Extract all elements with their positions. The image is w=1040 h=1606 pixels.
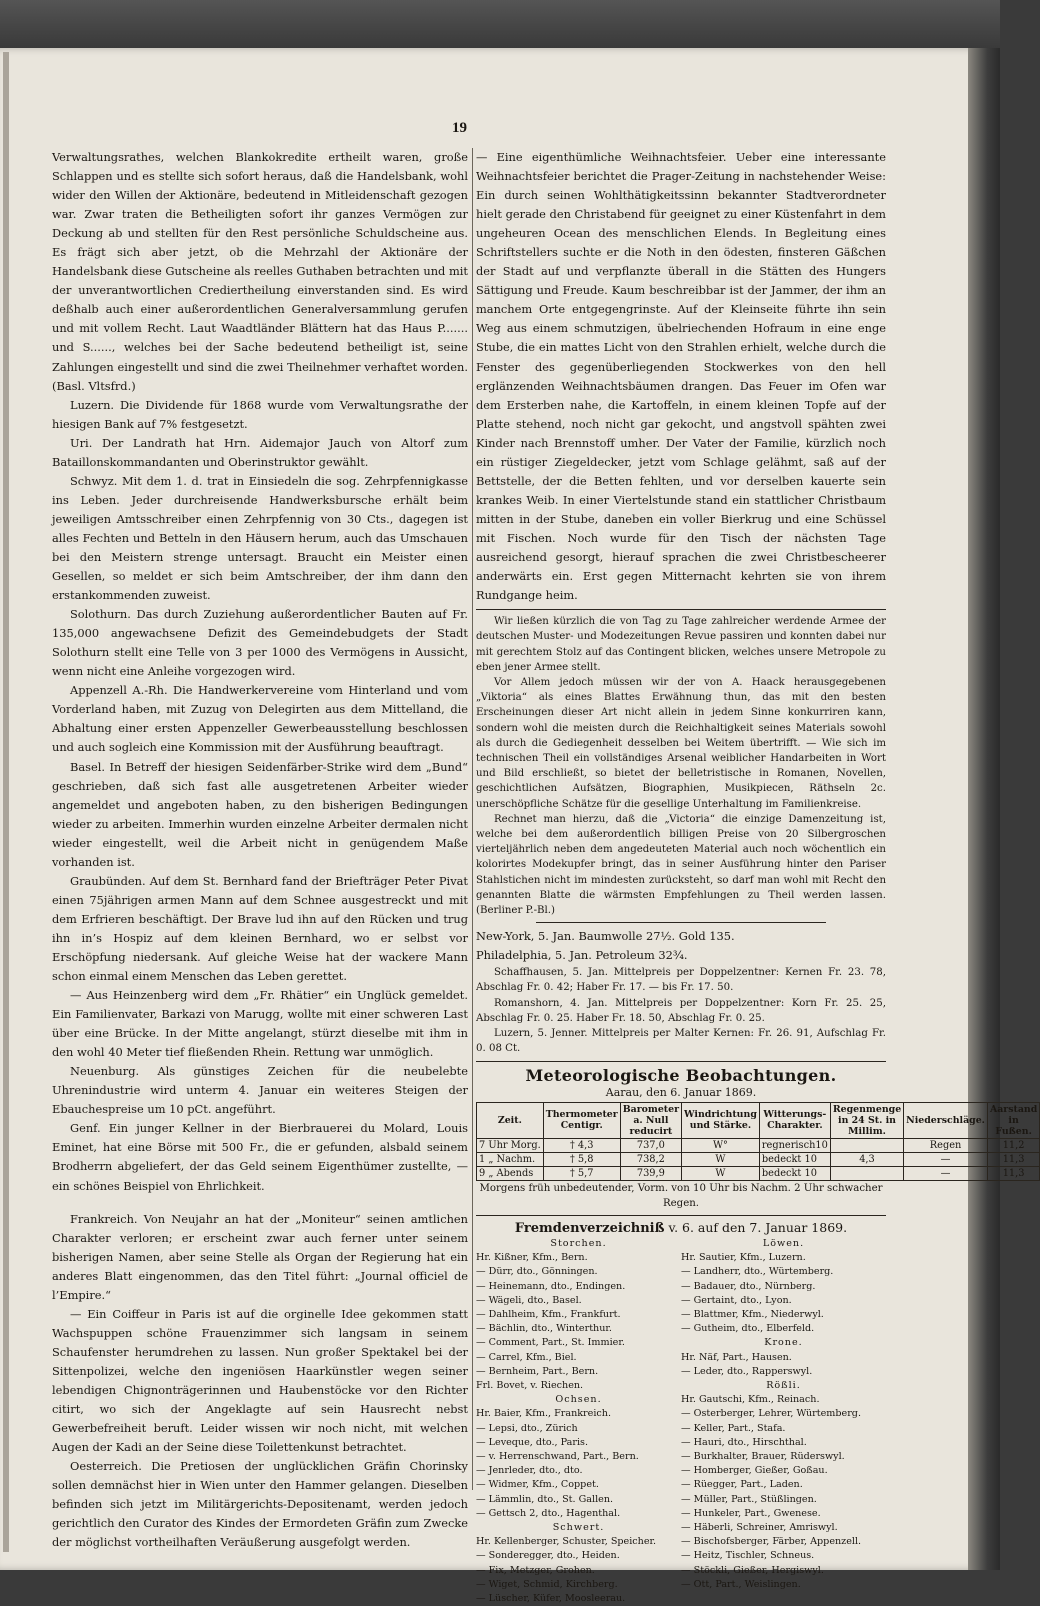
meteo-cell: bedeckt 10 [759,1166,830,1180]
news-item: Graubünden. Auf dem St. Bernhard fand der Briefträger Peter Pivat einen 75jährigen armen Mann auf dem Schnee ausgestreckt und mit dem Erfrieren beschäftigt. Der Brave lud ihn auf den Rücken und trug ihn in’s Hospiz auf dem kleinen Bernhard, wo er selbst vor Erschöpfung niedersank. Auf gleiche Weise hat der wackere Mann schon einmal einem Menschen das Leben gerettet. [52,873,468,984]
market-philadelphia: Philadelphia, 5. Jan. Petroleum 32¾. [476,948,688,963]
guest-entry: — Hunkeler, Part., Gwenese. [681,1507,821,1519]
meteo-note: Morgens früh unbedeutender, Vorm. von 10 Uhr bis Nachm. 2 Uhr schwacher Regen. [479,1182,883,1209]
meteo-cell [830,1166,903,1180]
news-item: Appenzell A.-Rh. Die Handwerkervereine vom Hinterland und vom Vorderland haben, mit Zuzug von Delegirten aus dem Mittelland, die Abhaltung einer ersten Appenzeller Gewerbeausstellung beschlossen und auch sogleich eine Kommission mit der Ausführung beauftragt. [52,683,468,755]
guest-entry: — Bischofsberger, Färber, Appenzell. [681,1536,862,1548]
guest-entry: — Keller, Part., Stafa. [681,1422,786,1434]
guest-entry: — Comment, Part., St. Immier. [476,1337,625,1349]
guest-entry: — Lüscher, Küfer, Moosleerau. [476,1592,626,1604]
hotel-name: Löwen. [762,1237,805,1249]
guest-entry: — Bächlin, dto., Winterthur. [476,1323,612,1335]
guest-entry: — Leder, dto., Rapperswyl. [681,1365,813,1377]
scan-right-edge [968,48,1000,1570]
guest-entry: — Ott, Part., Weislingen. [681,1578,801,1590]
meteo-row [477,1166,1040,1180]
guest-entry: — Lämmlin, dto., St. Gallen. [476,1493,614,1505]
meteo-cell: — [904,1166,988,1180]
meteo-header: Thermometer Centigr. [543,1102,620,1138]
meteo-cell: 11,2 [987,1138,1039,1152]
meteo-header: Windrichtung und Stärke. [682,1102,760,1138]
market-reports [476,927,886,1056]
guest-entry: — Fix, Metzger, Grohen. [476,1564,595,1576]
meteo-cell: W [682,1166,760,1180]
hotel-name: Rößli. [766,1379,801,1391]
guest-entry: — Bernheim, Part., Bern. [476,1365,599,1377]
christmas-story: — Eine eigenthümliche Weihnachtsfeier. Ueber eine interessante Weihnachtsfeier berichtet die Prager-Zeitung in nachstehender Weise: Ein durch seinen Wohlthätigkeitssinn bekannter Stadtverordneter hielt gerade den Christabend für geeignet zu einer Küstenfahrt in dem ungeheuren Ocean des menschlichen Elends. In Begleitung eines Schriftstellers suchte er die Noth in den ödesten, finsteren Gäßchen der Stadt auf und verpflanzte überall in die Stätten des Hungers Sättigung und Freude. Kaum beschreibbar ist der Jammer, der ihm an manchem Orte entgegengrinste. Auf der Kleinseite führte ihn sein Weg aus einem schmutzigen, übelriechenden Hofraum in eine enge Stube, die ein mattes Licht von den Strahlen erhielt, welche durch die Fenster des gegenüberliegenden Stockwerkes von den hell erglänzenden Weihnachtsbäumen drangen. Das Feuer im Ofen war dem Ersterben nahe, die Kartoffeln, in einem kleinen Topfe auf der Platte stehend, noch nicht gar gekocht, und angstvoll spähten zwei Kinder nach Brennstoff umher. Der Vater der Familie, kürzlich noch ein rüstiger Ziegeldecker, jetzt vom Schlage gelähmt, saß auf der Bettstelle, der die Betten fehlten, und vor derselben kauerte sein krankes Weib. In einer Viertelstunde stand ein stattlicher Christbaum mitten in der Stube, daneben ein voller Bierkrug und eine Schüssel mit Fischen. Noch wurde für den Tisch der nächsten Tage ausreichend gesorgt, hierauf sprachen die zwei Christbescheerer anderwärts ein. Erst gegen Mitternacht kehrten sie von ihrem Rundgange heim. [476,150,886,603]
register-title-date: v. 6. auf den 7. Januar 1869. [668,1219,848,1235]
meteo-cell: 7 Uhr Morg. [477,1138,544,1152]
register-right-column [681,1237,886,1606]
guest-entry: — Leveque, dto., Paris. [476,1436,589,1448]
news-item: Luzern. Die Dividende für 1868 wurde vom Verwaltungsrathe der hiesigen Bank auf 7% festgesetzt. [52,397,468,431]
left-column [52,148,468,1552]
market-schaffhausen: Schaffhausen, 5. Jan. Mittelpreis per Doppelzentner: Kernen Fr. 23. 78, Abschlag Fr. 0. 42; Haber Fr. 17. — bis Fr. 17. 50. [476,967,886,994]
advert-divider [536,922,826,923]
register-grid [476,1237,886,1606]
advert-paragraph: Rechnet man hierzu, daß die „Victoria“ die einzige Damenzeitung ist, welche bei dem außerordentlich billigen Preise von 20 Silbergroschen vierteljährlich neben dem angedeuteten Material auch noch wöchentlich ein kolorirtes Modekupfer bringt, das in seiner Ausführung hinter den Pariser Stahlstichen nicht im mindesten zurücksteht, so darf man wohl mit Recht den genannten Blatte die wärmsten Empfehlungen zu Theil werden lassen. (Berliner P.-Bl.) [476,813,886,916]
guest-entry: — Wägeli, dto., Basel. [476,1294,582,1306]
meteo-row [477,1138,1040,1152]
guest-entry: — Rüegger, Part., Laden. [681,1479,803,1491]
news-item: Frankreich. Von Neujahr an hat der „Moniteur“ seinen amtlichen Charakter verloren; er erscheint zwar auch ferner unter seinem bisherigen Namen, aber seine Stelle als Organ der Regierung hat ein anderes Blatt eingenommen, das den Titel führt: „Journal officiel de l’Empire.“ [52,1211,468,1302]
news-item: Basel. In Betreff der hiesigen Seidenfärber-Strike wird dem „Bund“ geschrieben, daß sich fast alle ausgetretenen Arbeiter wieder angemeldet und angeboten haben, zu den bisherigen Bedingungen wieder zu arbeiten. Immerhin wurden einzelne Arbeiter dermalen nicht wieder eingestellt, weil die Arbeit nicht in genügendem Maße vorhanden ist. [52,759,468,869]
page-number: 19 [452,120,467,136]
meteo-header: Niederschläge. [904,1102,988,1138]
meteo-table-body [477,1138,1040,1180]
guest-entry: — Hauri, dto., Hirschthal. [681,1436,807,1448]
guest-register [476,1220,886,1606]
guest-entry: — Lepsi, dto., Zürich [476,1422,578,1434]
guest-entry: — Häberli, Schreiner, Amriswyl. [681,1521,838,1533]
story-divider [476,609,886,610]
meteo-cell: 9 „ Abends [477,1166,544,1180]
meteo-cell [830,1138,903,1152]
guest-entry: Hr. Sautier, Kfm., Luzern. [681,1252,806,1264]
hotel-name: Ochsen. [555,1394,602,1406]
news-item: — Aus Heinzenberg wird dem „Fr. Rhätier“ ein Unglück gemeldet. Ein Familienvater, Barkazi von Marugg, wollte mit einer schweren Last über eine Brücke. In der Mitte angelangt, stürzt dieselbe mit ihm in den wohl 40 Meter tief fließenden Rhein. Rettung war unmöglich. [52,988,468,1060]
victoria-advert [476,614,886,918]
meteo-row [477,1152,1040,1166]
guest-entry: — Jenrleder, dto., dto. [476,1465,583,1477]
meteo-cell: † 4,3 [543,1138,620,1152]
guest-entry: Hr. Kißner, Kfm., Bern. [476,1252,588,1264]
news-item: — Ein Coiffeur in Paris ist auf die orginelle Idee gekommen statt Wachspuppen schöne Frauenzimmer sich langsam in seinem Schaufenster herumdrehen zu lassen. Nun großer Spektakel bei der Sittenpolizei, welche den ingeniösen Haarkünstler wegen seiner lebendigen Chignonträgerinnen und Haubenstöcke vor den Richter citirt, wo sich der Angeklagte auf sein Hausrecht nebst Gewerbefreiheit beruft. Leider wissen wir noch nicht, mit welchen Augen der Kadi an der Seine diese Toilettenkunst betrachtet. [52,1306,468,1455]
news-item: Genf. Ein junger Kellner in der Bierbrauerei du Molard, Louis Eminet, hat eine Börse mit 500 Fr., die er gefunden, alsbald seinem Brodherrn abgeliefert, der das Geld seinem Eigenthümer zustellte, — ein schönes Beispiel von Ehrlichkeit. [52,1121,468,1193]
meteo-cell: bedeckt 10 [759,1152,830,1166]
news-item: Oesterreich. Die Pretiosen der unglücklichen Gräfin Chorinsky sollen demnächst hier in Wien unter den Hammer gelangen. Dieselben befinden sich jetzt im Militärgerichts-Depositenamt, werden jedoch gerichtlich den Curator des Kindes der Ermordeten Gräfin zum Zwecke der möglichst vortheilhaften Veräußerung ausgefolgt werden. [52,1459,468,1550]
news-item: Schwyz. Mit dem 1. d. trat in Einsiedeln die sog. Zehrpfennigkasse ins Leben. Jeder durchreisende Handwerksbursche erhält beim jeweiligen Amtsschreiber einen Zehrpfennig von 30 Cts., dagegen ist alles Fechten und Betteln in den Häusern herum, auch das Umschauen bei den Meistern strenge untersagt. Braucht ein Meister einen Gesellen, so meldet er sich beim Amtschreiber, der ihm dann den erstankommenden zuweist. [52,473,468,603]
guest-entry: — Dahlheim, Kfm., Frankfurt. [476,1308,621,1320]
meteo-cell: W° [682,1138,760,1152]
meteo-cell: regnerisch10 [759,1138,830,1152]
scan-top-border [0,0,1000,48]
guest-entry: — Widmer, Kfm., Coppet. [476,1479,599,1491]
guest-entry: Frl. Bovet, v. Riechen. [476,1379,584,1391]
market-romanshorn: Romanshorn, 4. Jan. Mittelpreis per Doppelzentner: Korn Fr. 25. 25, Abschlag Fr. 0. 25. Haber Fr. 18. 50, Abschlag Fr. 0. 25. [476,997,886,1024]
guest-entry: — Badauer, dto., Nürnberg. [681,1280,816,1292]
market-divider [476,1061,886,1062]
meteo-cell: † 5,8 [543,1152,620,1166]
market-luzern: Luzern, 5. Jenner. Mittelpreis per Malter Kernen: Fr. 26. 91, Aufschlag Fr. 0. 08 Ct. [476,1028,886,1055]
meteo-header: Zeit. [477,1102,544,1138]
section-gap [52,1196,468,1210]
guest-entry: — Stöckli, Gießer, Hergiswyl. [681,1564,824,1576]
meteo-header: Aarstand in Fußen. [987,1102,1039,1138]
meteo-cell: 11,3 [987,1166,1039,1180]
guest-entry: — Dürr, dto., Gönningen. [476,1266,598,1278]
guest-entry: — Heitz, Tischler, Schneus. [681,1550,815,1562]
meteo-title: Meteorologische Beobachtungen. [525,1065,837,1085]
guest-entry: — Gutheim, dto., Elberfeld. [681,1323,815,1335]
meteo-subtitle: Aarau, den 6. Januar 1869. [605,1085,757,1099]
guest-entry: — Gertaint, dto., Lyon. [681,1294,792,1306]
meteo-cell: 4,3 [830,1152,903,1166]
column-divider [472,148,473,1490]
register-title [476,1220,886,1237]
meteo-header: Regenmenge in 24 St. in Millim. [830,1102,903,1138]
guest-entry: Hr. Gautschi, Kfm., Reinach. [681,1394,820,1406]
meteo-cell: W [682,1152,760,1166]
meteo-cell: — [904,1152,988,1166]
meteo-cell: † 5,7 [543,1166,620,1180]
news-item: Uri. Der Landrath hat Hrn. Aidemajor Jauch von Altorf zum Bataillonskommandanten und Oberinstruktor gewählt. [52,435,468,469]
right-column [476,148,1038,1606]
hotel-name: Krone. [764,1337,803,1349]
guest-entry: — Burkhalter, Brauer, Rüderswyl. [681,1450,845,1462]
guest-entry: — v. Herrenschwand, Part., Bern. [476,1450,639,1462]
guest-entry: — Wiget, Schmid, Kirchberg. [476,1578,618,1590]
guest-entry: Hr. Kellenberger, Schuster, Speicher. [476,1536,657,1548]
guest-entry: — Osterberger, Lehrer, Würtemberg. [681,1408,861,1420]
meteo-header: Barometer a. Null reducirt [620,1102,681,1138]
guest-entry: Hr. Näf, Part., Hausen. [681,1351,792,1363]
meteo-header: Witterungs-Charakter. [759,1102,830,1138]
register-left-column [476,1237,681,1606]
guest-entry: — Landherr, dto., Würtemberg. [681,1266,834,1278]
meteo-header-row [477,1102,1040,1138]
guest-entry: — Heinemann, dto., Endingen. [476,1280,626,1292]
hotel-name: Storchen. [550,1237,607,1249]
meteo-cell: 11,3 [987,1152,1039,1166]
meteo-section [476,1065,1038,1211]
guest-entry: — Blattmer, Kfm., Niederwyl. [681,1308,824,1320]
binding-shadow [3,52,9,1552]
advert-paragraph: Vor Allem jedoch müssen wir der von A. Haack herausgegebenen „Viktoria“ als eines Blattes Erwähnung thun, das mit den besten Erscheinungen dieser Art nicht allein in jedem Sinne konkurriren kann, sondern wohl die meisten durch die Reichhaltigkeit seines Materials sowohl als durch die Gediegenheit desselben bei Weitem übertrifft. — Wie sich im technischen Theil ein vollständiges Arsenal weiblicher Handarbeiten in Wort und Bild erschließt, so bietet der belletristische in Romanen, Novellen, geschichtlichen Aufsätzen, Biographien, Musikpiecen, Räthseln 2c. unerschöpfliche Schätze für die gesellige Unterhaltung im Familienkreise. [476,676,886,810]
meteo-cell: 738,2 [620,1152,681,1166]
meteo-divider [476,1215,886,1216]
guest-entry: — Homberger, Gießer, Goßau. [681,1465,828,1477]
register-title-bold: Fremdenverzeichniß [514,1220,665,1236]
guest-entry: — Müller, Part., Stüßlingen. [681,1493,817,1505]
advert-paragraph: Wir ließen kürzlich die von Tag zu Tage zahlreicher werdende Armee der deutschen Muster- und Modezeitungen Revue passiren und konnten dabei nur mit gerechtem Stolz auf das Contingent blicken, welches unsere Metropole zu eben jener Armee stellt. [476,616,886,673]
news-item: Neuenburg. Als günstiges Zeichen für die neubelebte Uhrenindustrie wird unterm 4. Januar ein weiteres Steigen der Ebauchespreise um 10 pCt. angeführt. [52,1064,468,1117]
news-item: Verwaltungsrathes, welchen Blankokredite ertheilt waren, große Schlappen und es stellte sich sofort heraus, daß die Handelsbank, wohl wider den Willen der Aktionäre, bedeutend in Mitleidenschaft gezogen war. Zwar traten die Betheiligten sofort ihr ganzes Vermögen zur Deckung ab und stellten für den Rest persönliche Schuldscheine aus. Es frägt sich aber jetzt, ob die Mehrzahl der Aktionäre der Handelsbank diese Gutscheine als reelles Guthaben betrachten und mit der unverantwortlichen Crediertheilung einverstanden sind. Es wird deßhalb auch einer außerordentlichen Generalversammlung gerufen und mit vollem Recht. Laut Waadtländer Blättern hat das Haus P....... und S......, welches bei der Sache bedeutend betheiligt ist, seine Zahlungen eingestellt und sind die zwei Theilnehmer verhaftet worden. (Basl. Vltsfrd.) [52,150,468,393]
meteo-cell: 739,9 [620,1166,681,1180]
guest-entry: — Sonderegger, dto., Heiden. [476,1550,620,1562]
meteo-cell: 737,0 [620,1138,681,1152]
guest-entry: — Carrel, Kfm., Biel. [476,1351,577,1363]
hotel-name: Schwert. [552,1521,605,1533]
meteo-cell: 1 „ Nachm. [477,1152,544,1166]
news-item: Solothurn. Das durch Zuziehung außerordentlicher Bauten auf Fr. 135,000 angewachsene Defizit des Gemeindebudgets der Stadt Solothurn stellt eine Telle von 3 per 1000 des Vermögens in Aussicht, wenn nicht eine Anleihe vorgezogen wird. [52,607,468,679]
market-newyork: New-York, 5. Jan. Baumwolle 27½. Gold 135. [476,929,735,944]
meteo-table [476,1102,1040,1181]
meteo-cell: Regen [904,1138,988,1152]
guest-entry: — Gettsch 2, dto., Hagenthal. [476,1507,621,1519]
guest-entry: Hr. Baier, Kfm., Frankreich. [476,1408,611,1420]
